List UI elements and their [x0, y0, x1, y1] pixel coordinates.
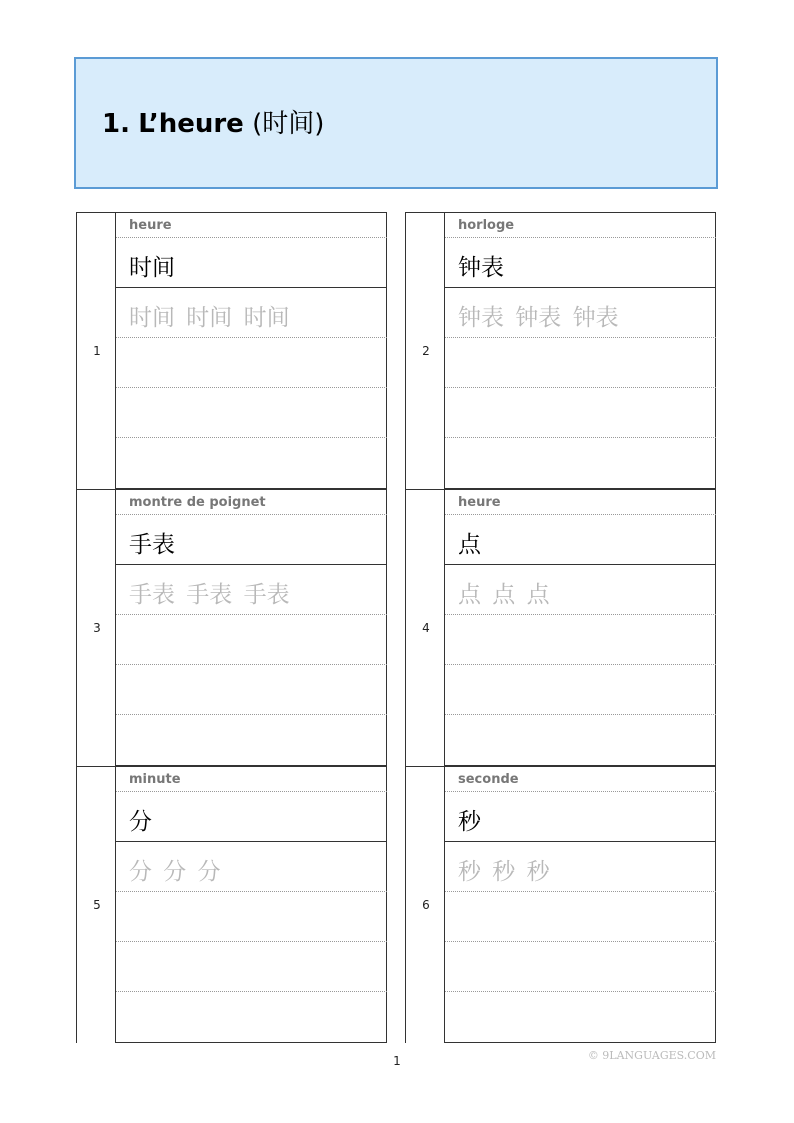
card-index-column — [405, 490, 445, 766]
label-row — [445, 213, 716, 238]
french-label: montre de poignet — [129, 495, 266, 510]
french-label: horloge — [458, 218, 515, 233]
card-index-column — [405, 213, 445, 489]
trace-row — [116, 565, 387, 615]
lesson-title-french: L’heure — [138, 109, 244, 139]
card-index: 5 — [93, 898, 101, 912]
card-index-column — [76, 213, 116, 489]
practice-line — [445, 892, 716, 942]
practice-line — [116, 615, 387, 665]
french-label: heure — [129, 218, 172, 233]
chinese-word: 点 — [458, 532, 481, 558]
french-label: heure — [458, 495, 501, 510]
practice-line — [445, 715, 716, 766]
card-index: 6 — [422, 898, 430, 912]
lesson-title — [102, 107, 324, 141]
trace-characters: 分 分 分 — [129, 859, 221, 885]
trace-row — [445, 565, 716, 615]
vocab-card-2 — [405, 212, 716, 489]
card-index-column — [76, 490, 116, 766]
chinese-word: 时间 — [129, 255, 175, 281]
vocab-card-3 — [76, 489, 387, 766]
card-index-column — [76, 767, 116, 1043]
card-body — [116, 213, 387, 489]
trace-row — [445, 288, 716, 338]
word-row — [116, 238, 387, 288]
trace-row — [445, 842, 716, 892]
practice-line — [116, 892, 387, 942]
card-body — [445, 213, 716, 489]
trace-characters: 手表 手表 手表 — [129, 582, 290, 608]
vocab-card-1 — [76, 212, 387, 489]
practice-line — [116, 388, 387, 438]
label-row — [116, 490, 387, 515]
copyright-notice: © 9LANGUAGES.COM — [587, 1049, 716, 1062]
word-row — [445, 238, 716, 288]
vocab-card-5 — [76, 766, 387, 1043]
card-index: 4 — [422, 621, 430, 635]
vocab-card-6 — [405, 766, 716, 1043]
chinese-word: 钟表 — [458, 255, 504, 281]
card-index: 2 — [422, 344, 430, 358]
card-body — [116, 767, 387, 1043]
word-row — [116, 792, 387, 842]
card-index-column — [405, 767, 445, 1043]
card-index: 1 — [93, 344, 101, 358]
practice-line — [116, 992, 387, 1043]
lesson-title-chinese: (时间) — [252, 109, 325, 139]
lesson-title-box — [74, 57, 718, 189]
card-body — [445, 767, 716, 1043]
trace-row — [116, 288, 387, 338]
practice-line — [445, 615, 716, 665]
practice-line — [445, 992, 716, 1043]
chinese-word: 秒 — [458, 809, 481, 835]
practice-line — [116, 438, 387, 489]
card-index: 3 — [93, 621, 101, 635]
chinese-word: 分 — [129, 809, 152, 835]
practice-line — [116, 665, 387, 715]
practice-line — [445, 388, 716, 438]
label-row — [116, 767, 387, 792]
vocab-card-4 — [405, 489, 716, 766]
label-row — [116, 213, 387, 238]
trace-characters: 时间 时间 时间 — [129, 305, 290, 331]
trace-characters: 钟表 钟表 钟表 — [458, 305, 619, 331]
trace-row — [116, 842, 387, 892]
page-number: 1 — [393, 1054, 401, 1068]
card-body — [116, 490, 387, 766]
trace-characters: 秒 秒 秒 — [458, 859, 550, 885]
practice-line — [116, 715, 387, 766]
practice-line — [445, 438, 716, 489]
practice-line — [445, 665, 716, 715]
practice-line — [116, 338, 387, 388]
word-row — [445, 792, 716, 842]
practice-line — [116, 942, 387, 992]
word-row — [116, 515, 387, 565]
french-label: minute — [129, 772, 181, 787]
label-row — [445, 767, 716, 792]
trace-characters: 点 点 点 — [458, 582, 550, 608]
practice-line — [445, 338, 716, 388]
card-body — [445, 490, 716, 766]
label-row — [445, 490, 716, 515]
lesson-number: 1. — [102, 109, 130, 139]
chinese-word: 手表 — [129, 532, 175, 558]
practice-line — [445, 942, 716, 992]
french-label: seconde — [458, 772, 519, 787]
word-row — [445, 515, 716, 565]
